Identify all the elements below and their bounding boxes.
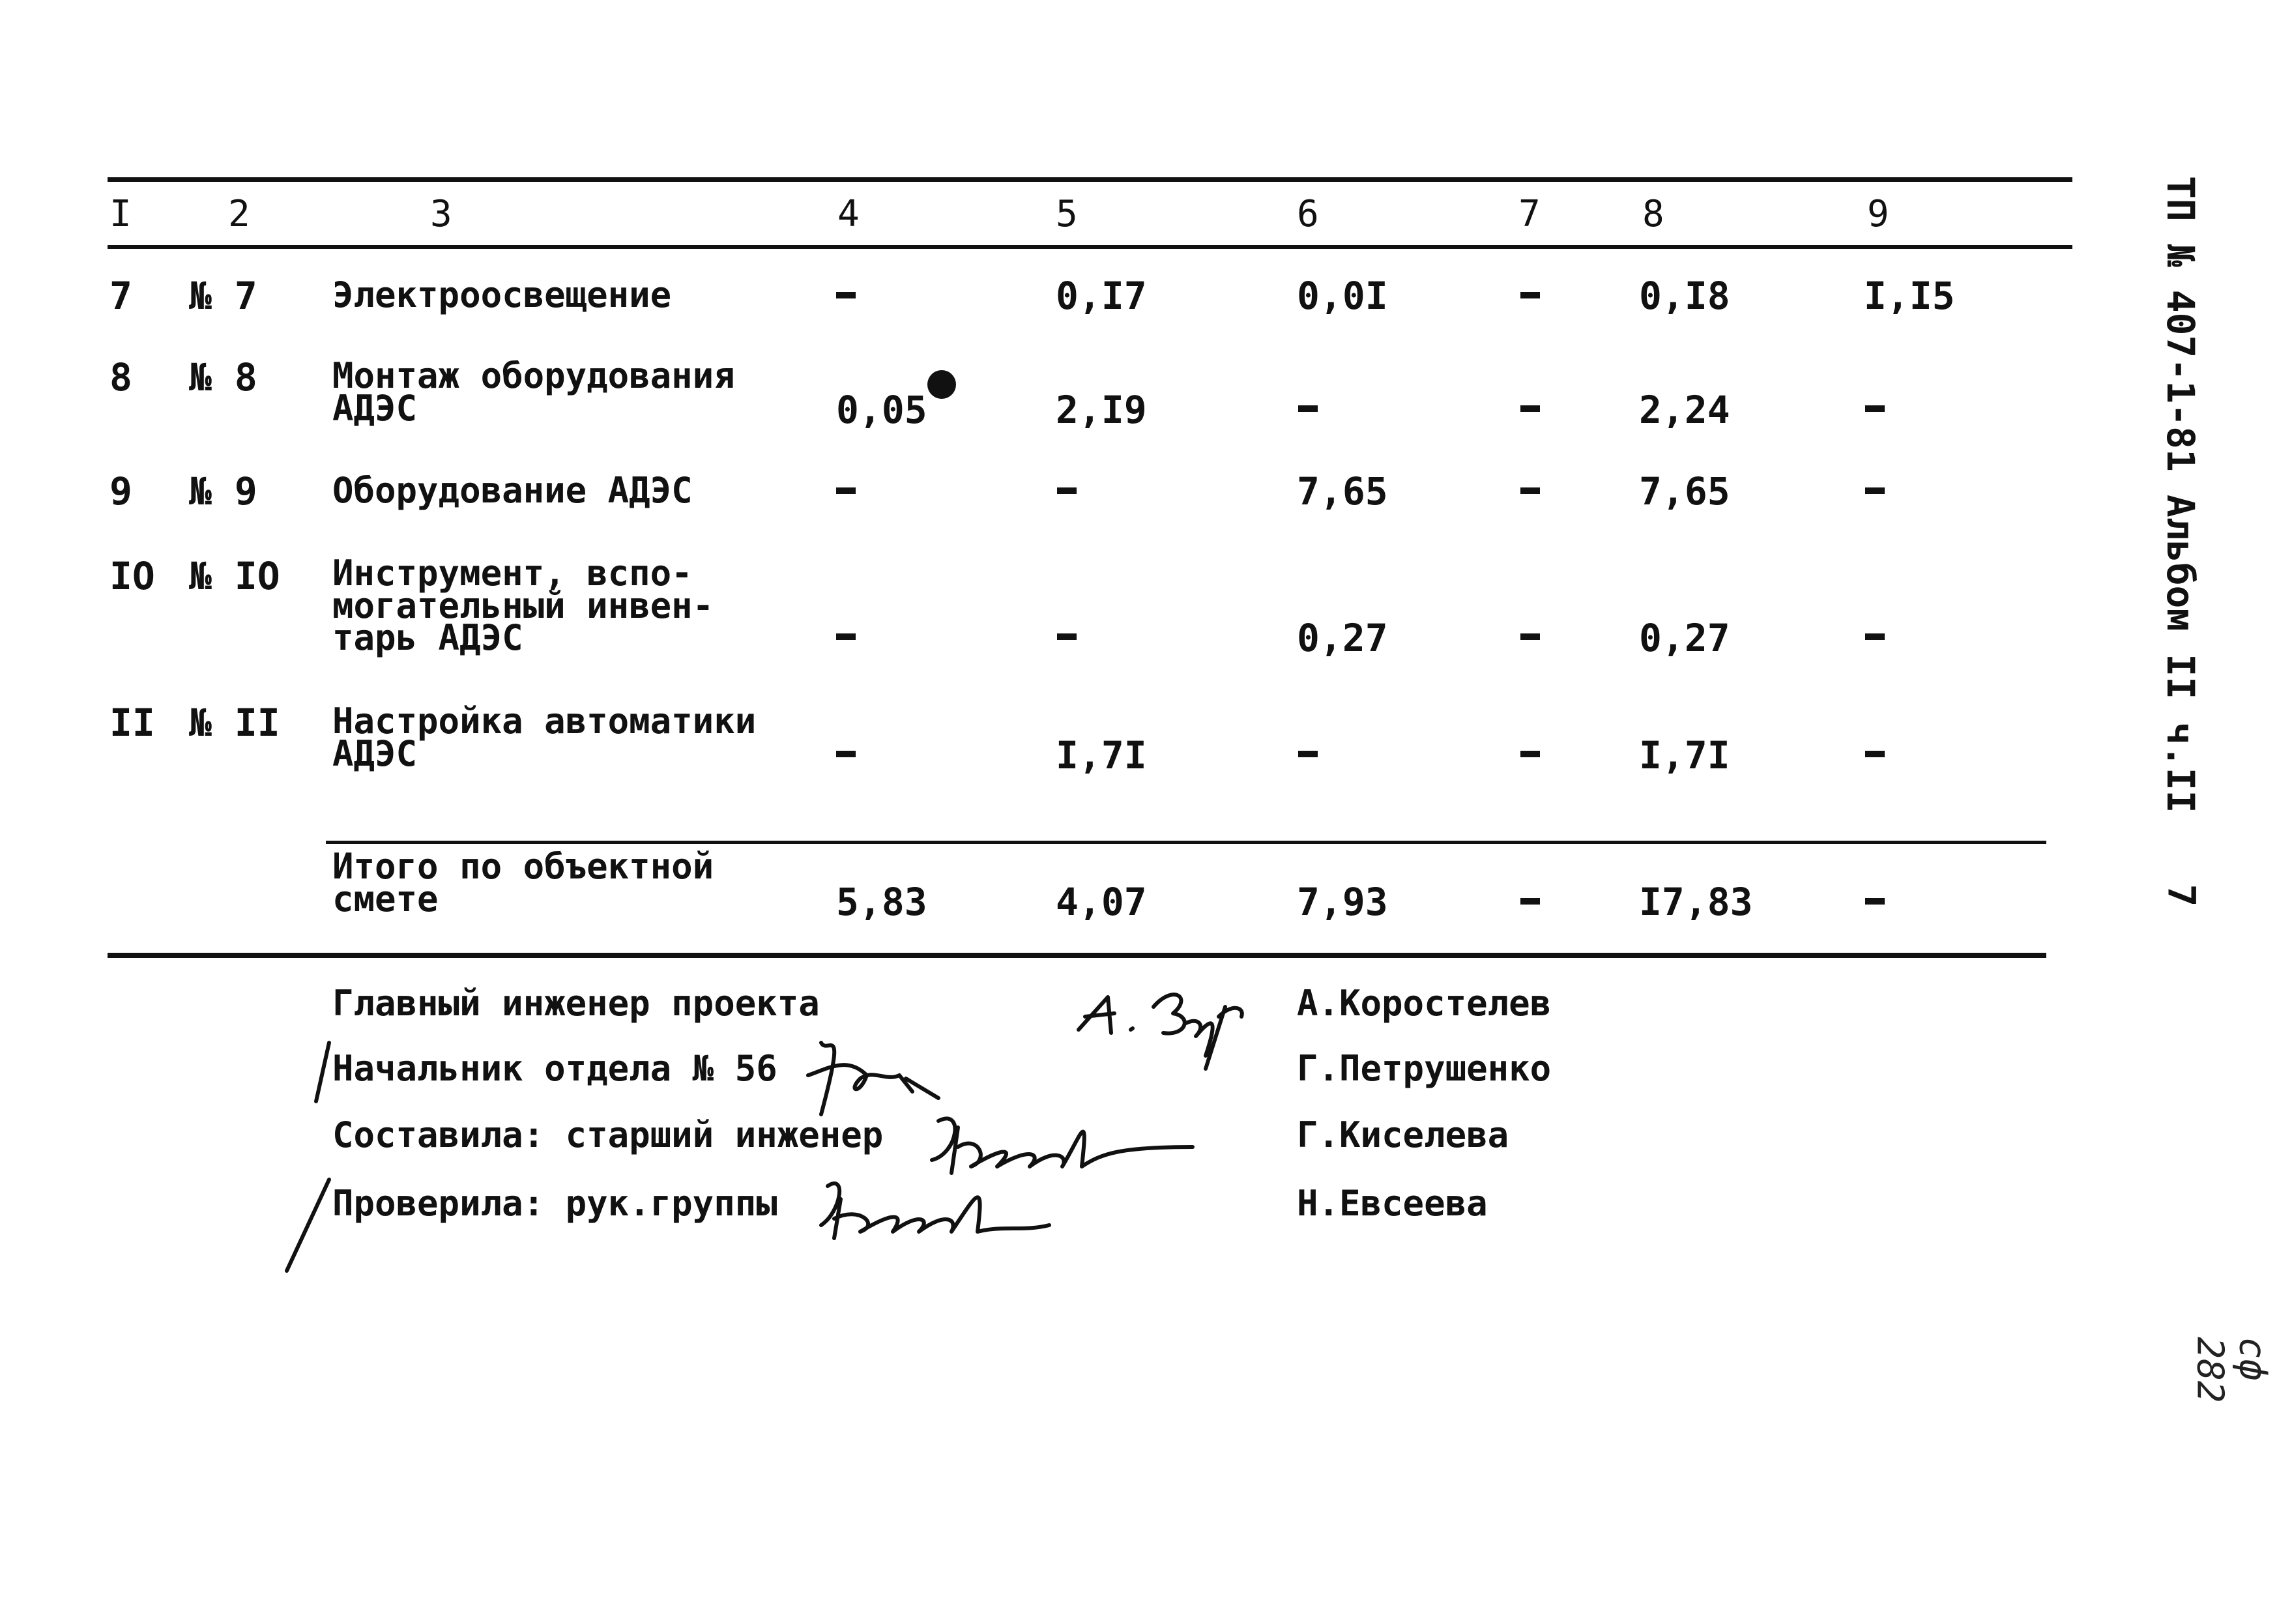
row-number: 8 <box>109 355 132 399</box>
estimate-number: № 9 <box>189 469 257 514</box>
table-top-rule <box>108 177 2072 182</box>
value-col-8: 0,I8 <box>1639 274 1730 318</box>
header-col-1: I <box>109 193 132 235</box>
value-col-8: I,7I <box>1639 733 1730 777</box>
header-col-2: 2 <box>228 193 250 235</box>
value-col-8: 2,24 <box>1639 388 1730 432</box>
work-name: Монтаж оборудования АДЭС <box>332 355 735 429</box>
dash-mark <box>1865 751 1885 757</box>
signature-name: А.Коростелев <box>1297 983 1552 1024</box>
estimate-number: № 8 <box>189 355 257 399</box>
work-name: Настройка автоматики АДЭС <box>332 701 757 774</box>
dash-mark <box>1865 633 1885 640</box>
dash-mark <box>1520 487 1540 494</box>
total-col-8: I7,83 <box>1639 880 1753 924</box>
estimate-number: № IO <box>189 554 280 598</box>
value-col-9: I,I5 <box>1864 274 1955 318</box>
dash-mark <box>836 633 856 640</box>
value-col-8: 0,27 <box>1639 616 1730 660</box>
header-col-8: 8 <box>1642 193 1664 235</box>
dash-mark <box>1520 633 1540 640</box>
handwritten-signature-compiler <box>932 1118 1193 1173</box>
value-col-5: I,7I <box>1056 733 1147 777</box>
header-col-5: 5 <box>1056 193 1078 235</box>
value-col-6: 7,65 <box>1297 469 1388 514</box>
total-col-4: 5,83 <box>836 880 927 924</box>
dash-mark <box>1520 292 1540 298</box>
estimate-number: № II <box>189 701 280 745</box>
dash-mark <box>1298 405 1318 412</box>
header-col-6: 6 <box>1297 193 1319 235</box>
signature-role: Проверила: рук.группы <box>332 1183 777 1224</box>
value-col-4: 0,05 <box>836 388 927 432</box>
signature-role: Составила: старший инженер <box>332 1114 884 1155</box>
dash-mark <box>1865 898 1885 905</box>
dash-mark <box>1520 898 1540 905</box>
signature-role: Начальник отдела № 56 <box>332 1048 777 1089</box>
row-number: II <box>109 701 155 745</box>
header-col-3: 3 <box>430 193 452 235</box>
subtotal-rule <box>326 841 2046 844</box>
value-col-5: 2,I9 <box>1056 388 1147 432</box>
dash-mark <box>836 292 856 298</box>
row-number: 7 <box>109 274 132 318</box>
dash-mark <box>1057 633 1077 640</box>
slash-mark-long <box>287 1180 329 1271</box>
dash-mark <box>1298 751 1318 757</box>
dash-mark <box>1865 405 1885 412</box>
slash-mark <box>316 1043 329 1101</box>
row-number: 9 <box>109 469 132 514</box>
margin-code-text: ТП № 407-1-81 Альбом II ч.II <box>2158 176 2203 813</box>
dash-mark <box>836 487 856 494</box>
total-col-6: 7,93 <box>1297 880 1388 924</box>
handwritten-signature-chief <box>1079 994 1242 1069</box>
dash-mark <box>1520 751 1540 757</box>
header-col-7: 7 <box>1518 193 1541 235</box>
estimate-number: № 7 <box>189 274 257 318</box>
total-label: Итого по объектной смете <box>332 846 714 920</box>
work-name: Оборудование АДЭС <box>332 470 693 511</box>
value-col-5: 0,I7 <box>1056 274 1147 318</box>
handwritten-signature-checker <box>821 1183 1049 1238</box>
ink-blot <box>927 370 956 399</box>
signature-name: Г.Петрушенко <box>1297 1048 1552 1089</box>
header-col-4: 4 <box>837 193 860 235</box>
row-number: IO <box>109 554 155 598</box>
table-bottom-rule <box>108 953 2046 958</box>
dash-mark <box>1057 487 1077 494</box>
page-number: 7 <box>2159 884 2204 907</box>
dash-mark <box>1520 405 1540 412</box>
signature-name: Г.Киселева <box>1297 1114 1509 1155</box>
value-col-6: 0,27 <box>1297 616 1388 660</box>
value-col-8: 7,65 <box>1639 469 1730 514</box>
dash-mark <box>1865 487 1885 494</box>
total-col-5: 4,07 <box>1056 880 1147 924</box>
handwritten-signature-head <box>808 1043 938 1114</box>
header-col-9: 9 <box>1867 193 1889 235</box>
margin-document-code <box>2157 176 2209 813</box>
work-name: Инструмент, вспо- могательный инвен- тарь АДЭС <box>332 553 714 659</box>
margin-stamp: сф 282 <box>2188 1337 2274 1403</box>
dash-mark <box>836 751 856 757</box>
signature-role: Главный инженер проекта <box>332 983 820 1024</box>
signature-name: Н.Евсеева <box>1297 1183 1488 1224</box>
value-col-6: 0,0I <box>1297 274 1388 318</box>
table-header-rule <box>108 245 2072 249</box>
work-name: Электроосвещение <box>332 274 672 315</box>
